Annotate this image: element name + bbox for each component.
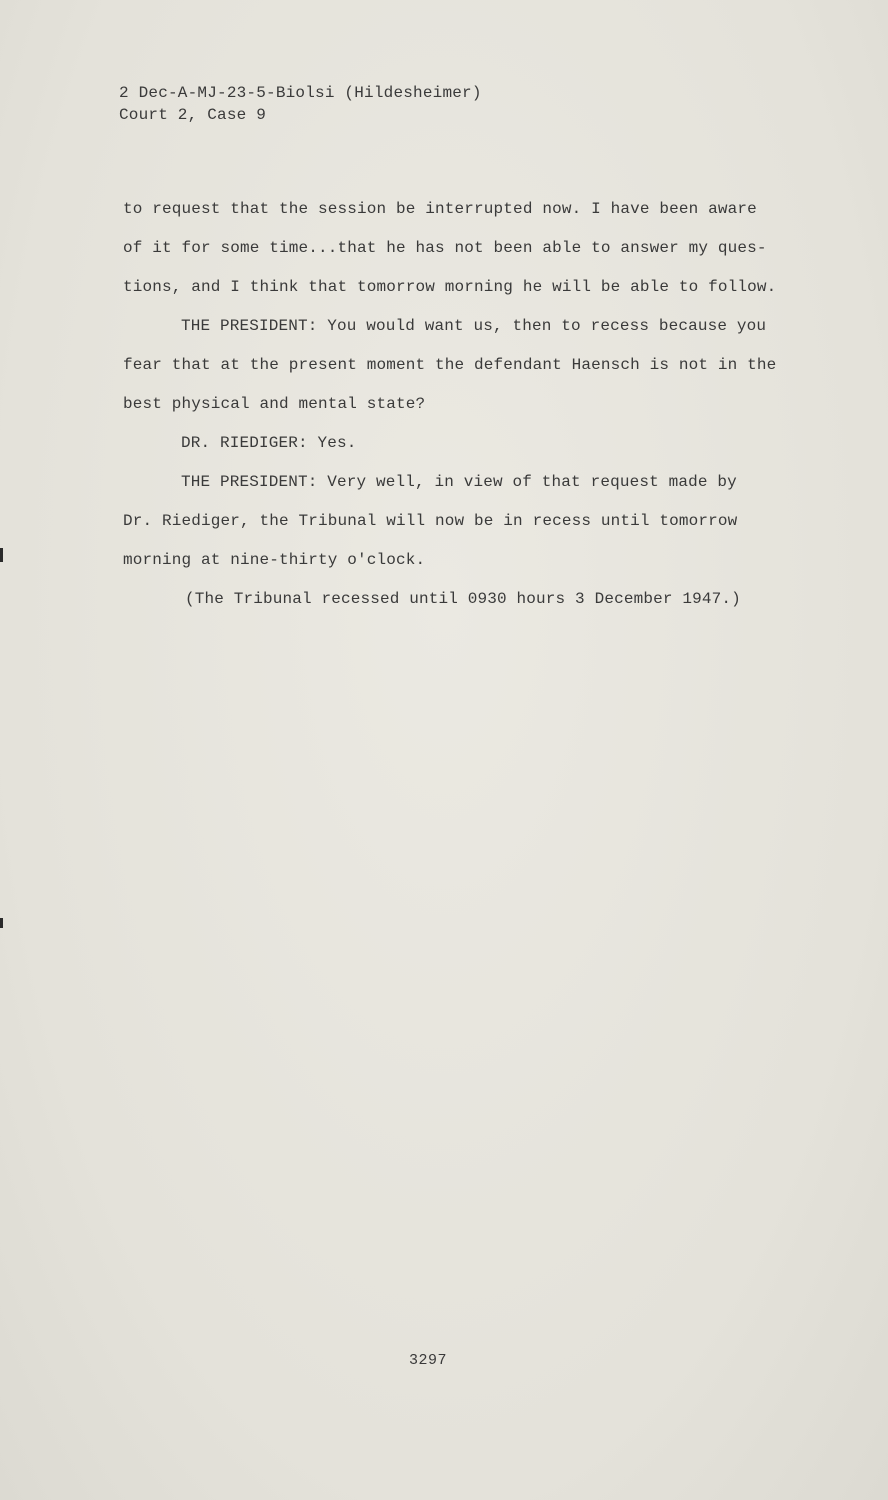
transcript-line: tions, and I think that tomorrow morning he will be able to follow. <box>123 278 777 296</box>
transcript-line: Dr. Riediger, the Tribunal will now be in recess until tomorrow <box>123 512 738 530</box>
document-header <box>119 82 482 126</box>
edge-mark <box>0 548 3 562</box>
transcript-line: DR. RIEDIGER: Yes. <box>181 434 357 452</box>
header-court-case: Court 2, Case 9 <box>119 106 267 124</box>
recess-note: (The Tribunal recessed until 0930 hours 3 December 1947.) <box>185 590 741 608</box>
transcript-line: best physical and mental state? <box>123 395 426 413</box>
transcript-line: to request that the session be interrupted now. I have been aware <box>123 200 757 218</box>
transcript-line: of it for some time...that he has not been able to answer my ques- <box>123 239 767 257</box>
transcript-line: THE PRESIDENT: You would want us, then to recess because you <box>181 317 767 335</box>
page-number: 3297 <box>409 1352 448 1369</box>
edge-mark <box>0 918 3 928</box>
transcript-body <box>123 194 783 623</box>
transcript-line: THE PRESIDENT: Very well, in view of that request made by <box>181 473 737 491</box>
transcript-line: morning at nine-thirty o'clock. <box>123 551 426 569</box>
header-reference: 2 Dec-A-MJ-23-5-Biolsi (Hildesheimer) <box>119 84 482 102</box>
transcript-line: fear that at the present moment the defendant Haensch is not in the <box>123 356 777 374</box>
